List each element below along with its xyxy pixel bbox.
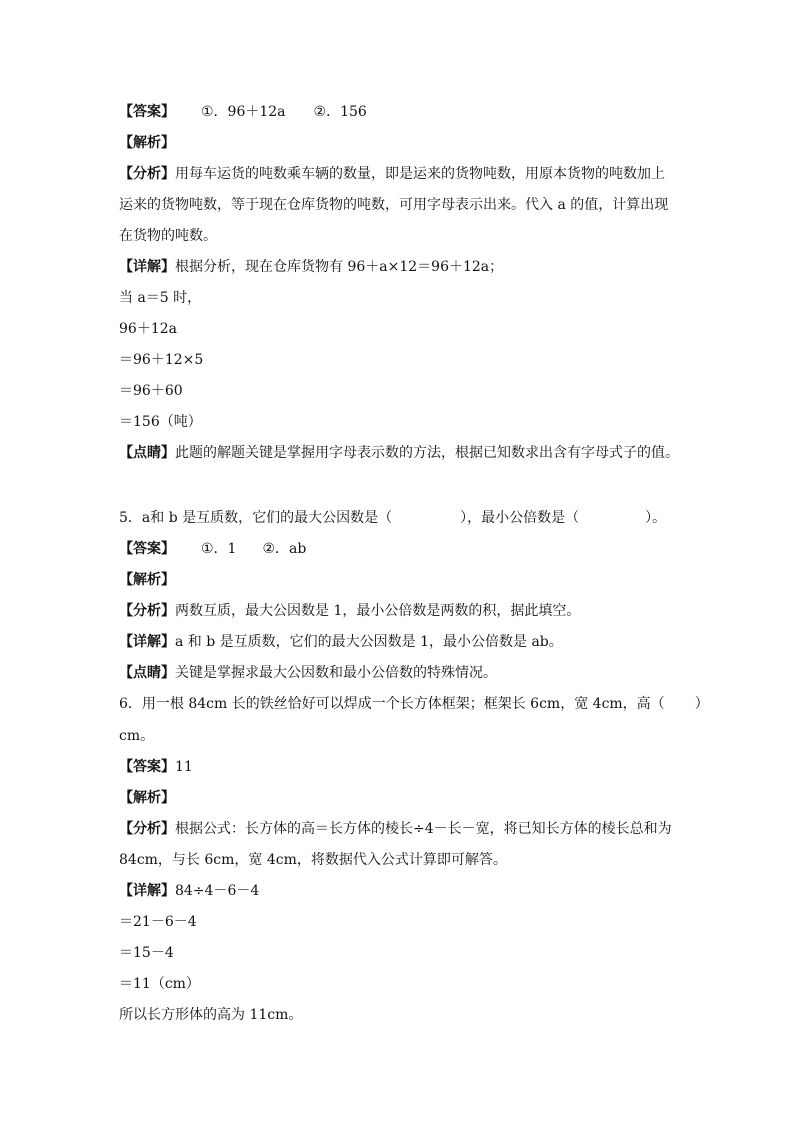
q4-fenxi-line-1 bbox=[119, 164, 665, 184]
answer-tag: 【答案】 bbox=[119, 759, 175, 775]
q5-dianjing-line bbox=[119, 663, 497, 683]
q6-question bbox=[119, 694, 709, 714]
dianjing-tag: 【点睛】 bbox=[119, 445, 175, 461]
answer-tag: 【答案】 bbox=[119, 104, 175, 120]
question-text: ）。 bbox=[645, 510, 667, 526]
dianjing-tag: 【点睛】 bbox=[119, 665, 175, 681]
q6-conclusion: 所以长方形体的高为 11cm。 bbox=[119, 1007, 303, 1023]
calc-step: ＝96＋12×5 bbox=[119, 352, 204, 368]
q5-question bbox=[119, 508, 666, 528]
q4-fenxi-line-3: 在货物的吨数。 bbox=[119, 228, 217, 244]
q6-fenxi-line-2: 84cm，与长 6cm，宽 4cm，将数据代入公式计算即可解答。 bbox=[119, 852, 507, 868]
answer-value-1: ①．1 bbox=[201, 541, 237, 557]
q6-question-line-2: cm。 bbox=[119, 728, 155, 744]
q6-fenxi-line-1 bbox=[119, 819, 672, 839]
q4-xiangjie-line bbox=[119, 257, 503, 277]
q6-xiangjie-line bbox=[119, 881, 259, 901]
question-text: 5．a和 b 是互质数，它们的最大公因数是（ bbox=[119, 510, 393, 526]
xiangjie-text: 根据分析，现在仓库货物有 96＋a×12＝96＋12a； bbox=[175, 259, 504, 275]
calc-step: ＝96＋60 bbox=[119, 383, 183, 399]
analysis-heading: 【解析】 bbox=[119, 572, 175, 588]
q4-answer-line bbox=[119, 102, 367, 122]
q5-answer-line bbox=[119, 539, 306, 559]
fenxi-text: 用每车运货的吨数乘车辆的数量，即是运来的货物吨数，用原本货物的吨数加上 bbox=[175, 166, 665, 182]
q5-fenxi-line bbox=[119, 601, 580, 621]
calc-step: ＝11（cm） bbox=[119, 976, 200, 992]
fenxi-text: 根据公式：长方体的高＝长方体的棱长÷4－长－宽，将已知长方体的棱长总和为 bbox=[175, 821, 672, 837]
analysis-heading: 【解析】 bbox=[119, 135, 175, 151]
answer-value-2: ②．156 bbox=[313, 104, 367, 120]
q4-dianjing-line bbox=[119, 443, 679, 463]
answer-value-2: ②．ab bbox=[262, 541, 307, 557]
xiangjie-text: 84÷4－6－4 bbox=[175, 883, 260, 899]
fenxi-tag: 【分析】 bbox=[119, 821, 175, 837]
calc-step: 96＋12a bbox=[119, 321, 177, 337]
q6-answer-line bbox=[119, 757, 193, 777]
question-text: ），最小公倍数是（ bbox=[460, 510, 580, 526]
question-text: ） bbox=[694, 696, 709, 712]
calc-step: ＝156（吨） bbox=[119, 414, 202, 430]
calc-step: 当 a＝5 时， bbox=[119, 290, 202, 306]
fenxi-text: 两数互质，最大公因数是 1，最小公倍数是两数的积，据此填空。 bbox=[175, 603, 581, 619]
q5-xiangjie-line bbox=[119, 632, 563, 652]
answer-tag: 【答案】 bbox=[119, 541, 175, 557]
q4-fenxi-line-2: 运来的货物吨数，等于现在仓库货物的吨数，可用字母表示出来。代入 a 的值，计算出现 bbox=[119, 197, 669, 213]
dianjing-text: 关键是掌握求最大公因数和最小公倍数的特殊情况。 bbox=[175, 665, 497, 681]
answer-value: 11 bbox=[175, 759, 193, 775]
calc-step: ＝21－6－4 bbox=[119, 914, 197, 930]
xiangjie-tag: 【详解】 bbox=[119, 883, 175, 899]
dianjing-text: 此题的解题关键是掌握用字母表示数的方法，根据已知数求出含有字母式子的值。 bbox=[175, 445, 679, 461]
analysis-heading: 【解析】 bbox=[119, 790, 175, 806]
answer-value-1: ①．96＋12a bbox=[201, 104, 286, 120]
fenxi-tag: 【分析】 bbox=[119, 603, 175, 619]
xiangjie-tag: 【详解】 bbox=[119, 259, 175, 275]
fenxi-tag: 【分析】 bbox=[119, 166, 175, 182]
xiangjie-text: a 和 b 是互质数，它们的最大公因数是 1，最小公倍数是 ab。 bbox=[175, 634, 563, 650]
xiangjie-tag: 【详解】 bbox=[119, 634, 175, 650]
question-text: 6．用一根 84cm 长的铁丝恰好可以焊成一个长方体框架；框架长 6cm，宽 4cm，高（ bbox=[119, 696, 665, 712]
calc-step: ＝15－4 bbox=[119, 945, 174, 961]
